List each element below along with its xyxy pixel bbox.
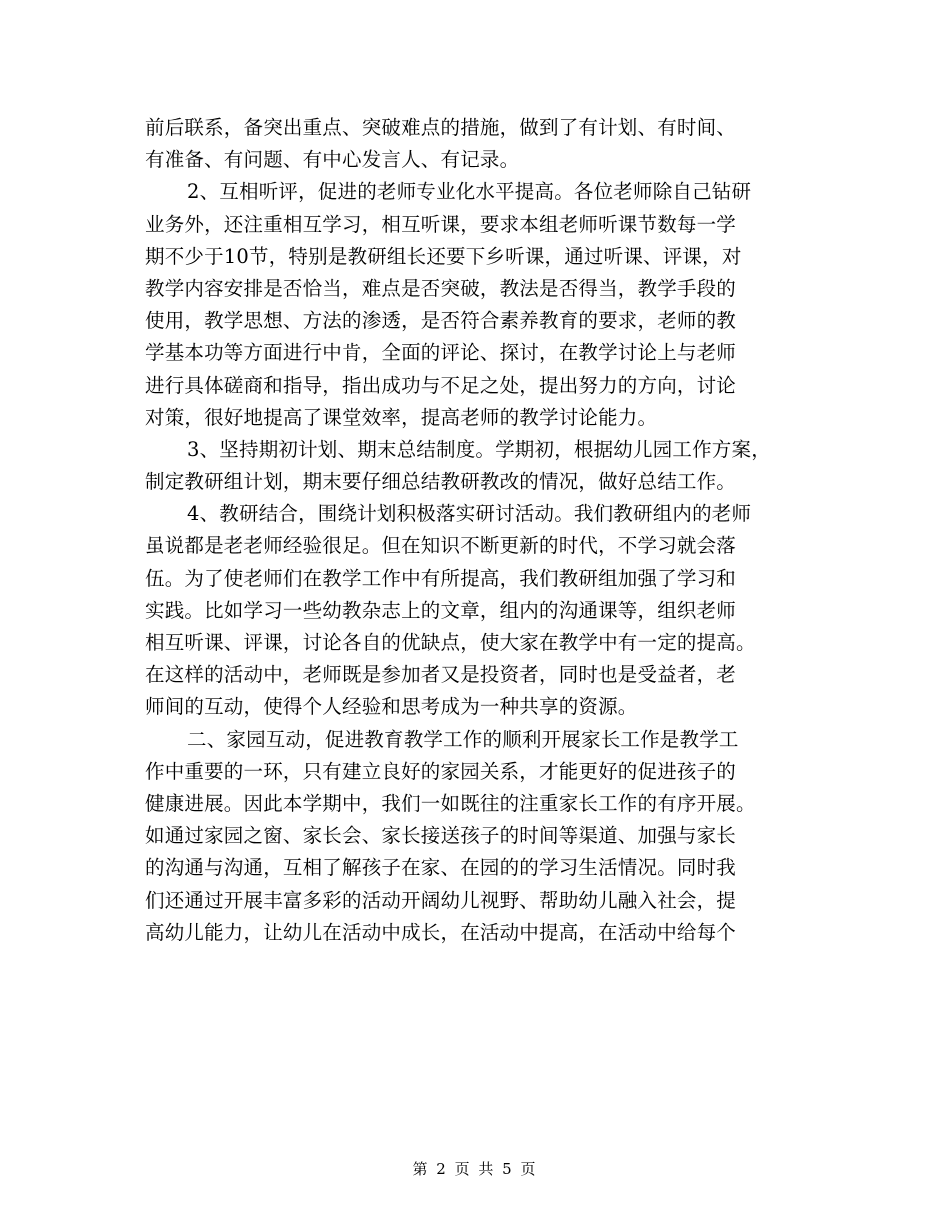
text-line: 健康进展。因此本学期中，我们一如既往的注重家长工作的有序开展。 xyxy=(145,791,756,815)
text-line: 2、互相听评，促进的老师专业化水平提高。各位老师除自己钻研 xyxy=(187,180,752,204)
body-text xyxy=(145,112,810,949)
text-line: 制定教研组计划，期末要仔细总结教研教改的情况，做好总结工作。 xyxy=(145,470,737,494)
text-line: 相互听课、评课，讨论各自的优缺点，使大家在教学中有一定的提高。 xyxy=(145,631,756,654)
text-line: 期不少于10节，特别是教研组长还要下乡听课，通过听课、评课，对 xyxy=(145,244,742,268)
page-footer: 第 2 页 共 5 页 xyxy=(412,1160,538,1178)
text-line: 高幼儿能力，让幼儿在活动中成长，在活动中提高，在活动中给每个 xyxy=(145,920,737,944)
text-line: 二、家园互动，促进教育教学工作的顺利开展家长工作是教学工 xyxy=(187,727,739,751)
text-line: 师间的互动，使得个人经验和思考成为一种共享的资源。 xyxy=(145,695,638,719)
text-line: 4、教研结合，围绕计划积极落实研讨活动。我们教研组内的老师 xyxy=(187,502,752,526)
text-line: 实践。比如学习一些幼教杂志上的文章，组内的沟通课等，组织老师 xyxy=(145,598,737,622)
text-line: 的沟通与沟通，互相了解孩子在家、在园的的学习生活情况。同时我 xyxy=(145,856,737,880)
text-line: 进行具体磋商和指导，指出成功与不足之处，提出努力的方向，讨论 xyxy=(145,373,737,397)
text-line: 业务外，还注重相互学习，相互听课，要求本组老师听课节数每一学 xyxy=(145,212,737,236)
text-line: 虽说都是老老师经验很足。但在知识不断更新的时代，不学习就会落 xyxy=(145,534,737,558)
text-line: 教学内容安排是否恰当，难点是否突破，教法是否得当，教学手段的 xyxy=(145,276,737,300)
text-line: 在这样的活动中，老师既是参加者又是投资者，同时也是受益者，老 xyxy=(145,663,737,687)
text-line: 伍。为了使老师们在教学工作中有所提高，我们教研组加强了学习和 xyxy=(145,566,737,590)
text-line: 3、坚持期初计划、期末总结制度。学期初，根据幼儿园工作方案， xyxy=(187,437,771,461)
text-line: 如通过家园之窗、家长会、家长接送孩子的时间等渠道、加强与家长 xyxy=(145,824,737,848)
text-line: 作中重要的一环，只有建立良好的家园关系，才能更好的促进孩子的 xyxy=(145,759,737,783)
text-line: 前后联系，备突出重点、突破难点的措施，做到了有计划、有时间、 xyxy=(145,116,737,139)
text-line: 有准备、有问题、有中心发言人、有记录。 xyxy=(145,148,520,172)
text-line: 对策，很好地提高了课堂效率，提高老师的教学讨论能力。 xyxy=(145,405,658,429)
text-line: 们还通过开展丰富多彩的活动开阔幼儿视野、帮助幼儿融入社会，提 xyxy=(145,888,737,912)
text-line: 学基本功等方面进行中肯，全面的评论、探讨，在教学讨论上与老师 xyxy=(145,341,737,365)
text-line: 使用，教学思想、方法的渗透，是否符合素养教育的要求，老师的教 xyxy=(145,309,737,333)
